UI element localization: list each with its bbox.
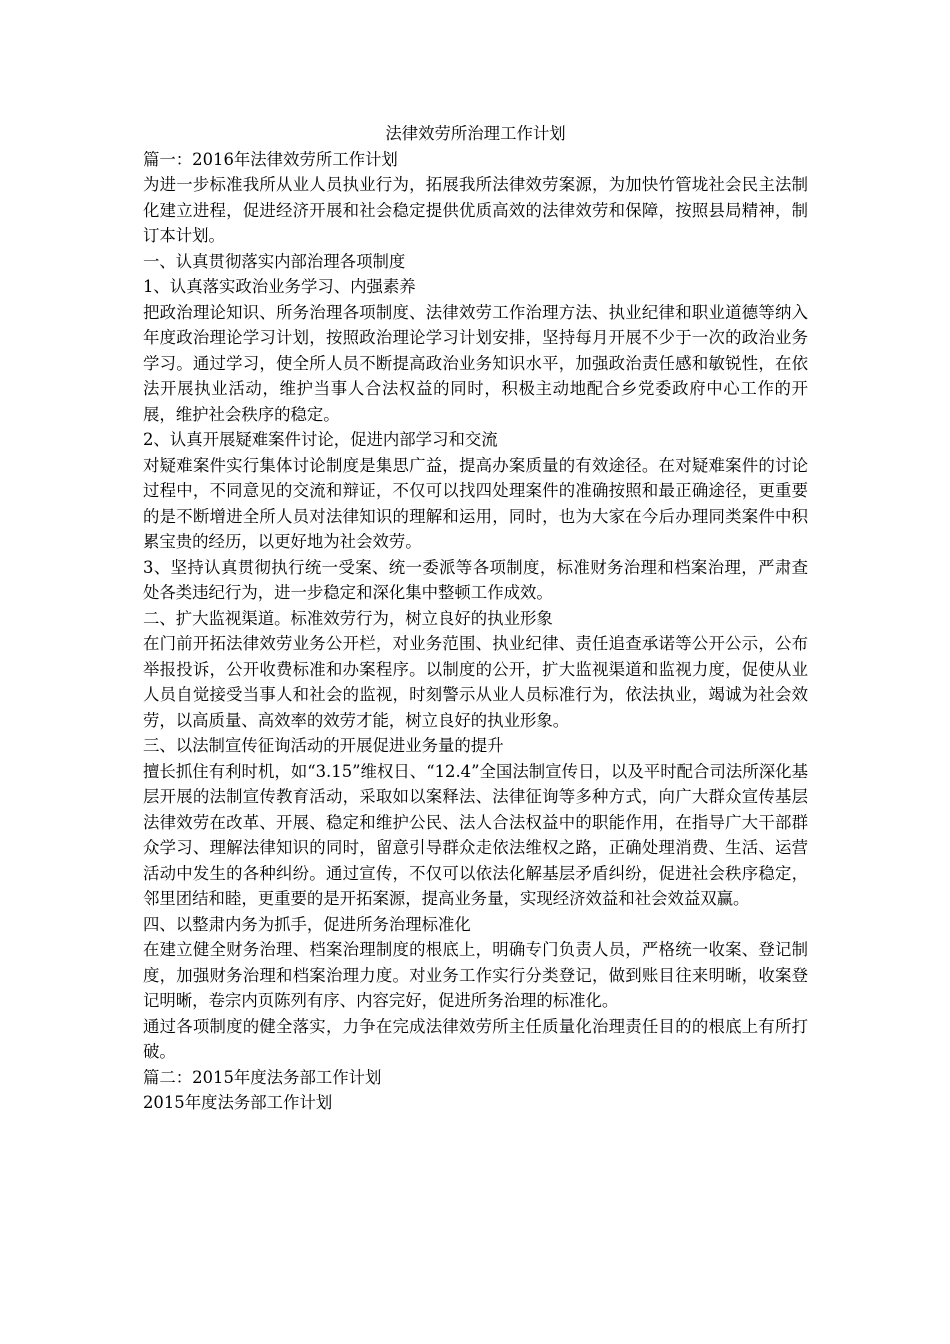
paragraph: 2015年度法务部工作计划 — [143, 1093, 333, 1112]
section-heading: 篇二：2015年度法务部工作计划 — [143, 1067, 382, 1087]
section-heading: 三、以法制宣传征询活动的开展促进业务量的提升 — [143, 736, 504, 755]
document-body — [143, 121, 808, 1116]
paragraph: 在门前开拓法律效劳业务公开栏，对业务范围、执业纪律、责任追查承诺等公开公示，公布举报投诉，公开收费标准和办案程序。以制度的公开，扩大监视渠道和监视力度，促使从业人员自觉接受当事人和社会的监视，时刻警示从业人员标准行为，依法执业，竭诚为社会效劳，以高质量、高效率的效劳才能，树立良好的执业形象。 — [143, 634, 808, 730]
section-heading: 四、以整肃内务为抓手，促进所务治理标准化 — [143, 914, 471, 934]
paragraph: 3、坚持认真贯彻执行统一受案、统一委派等各项制度，标准财务治理和档案治理，严肃查处各类违纪行为，进一步稳定和深化集中整顿工作成效。 — [143, 557, 808, 602]
paragraph: 在建立健全财务治理、档案治理制度的根底上，明确专门负责人员，严格统一收案、登记制度，加强财务治理和档案治理力度。对业务工作实行分类登记，做到账目往来明晰，收案登记明晰，卷宗内页陈列有序、内容完好，促进所务治理的标准化。 — [143, 940, 808, 1010]
subsection-heading: 2、认真开展疑难案件讨论，促进内部学习和交流 — [143, 430, 498, 449]
paragraph: 把政治理论知识、所务治理各项制度、法律效劳工作治理方法、执业纪律和职业道德等纳入年度政治理论学习计划，按照政治理论学习计划安排，坚持每月开展不少于一次的政治业务学习。通过学习，使全所人员不断提高政治业务知识水平，加强政治责任感和敏锐性，在依法开展执业活动，维护当事人合法权益的同时，积极主动地配合乡党委政府中心工作的开展，维护社会秩序的稳定。 — [143, 302, 808, 424]
document-title: 法律效劳所治理工作计划 — [385, 124, 566, 143]
paragraph: 对疑难案件实行集体讨论制度是集思广益，提高办案质量的有效途径。在对疑难案件的讨论过程中，不同意见的交流和辩证，不仅可以找四处理案件的准确按照和最正确途径，更重要的是不断增进全所人员对法律知识的理解和运用，同时，也为大家在今后办理同类案件中积累宝贵的经历，以更好地为社会效劳。 — [143, 455, 808, 551]
section-heading: 一、认真贯彻落实内部治理各项制度 — [143, 251, 406, 271]
section-heading: 篇一：2016年法律效劳所工作计划 — [143, 149, 398, 169]
subsection-heading: 1、认真落实政治业务学习、内强素养 — [143, 277, 416, 296]
paragraph: 为进一步标准我所从业人员执业行为，拓展我所法律效劳案源，为加快竹管垅社会民主法制化建立进程，促进经济开展和社会稳定提供优质高效的法律效劳和保障，按照县局精神，制订本计划。 — [143, 175, 808, 245]
paragraph: 通过各项制度的健全落实，力争在完成法律效劳所主任质量化治理责任目的的根底上有所打破。 — [143, 1016, 808, 1061]
paragraph: 擅长抓住有利时机，如“3.15”维权日、“12.4”全国法制宣传日，以及平时配合司法所深化基层开展的法制宣传教育活动，采取如以案释法、法律征询等多种方式，向广大群众宣传基层法律效劳在改革、开展、稳定和维护公民、法人合法权益中的职能作用，在指导广大干部群众学习、理解法律知识的同时，留意引导群众走依法维权之路，正确处理消费、生活、运营活动中发生的各种纠纷。通过宣传，不仅可以依法化解基层矛盾纠纷，促进社会秩序稳定，邻里团结和睦，更重要的是开拓案源，提高业务量，实现经济效益和社会效益双赢。 — [143, 761, 808, 908]
section-heading: 二、扩大监视渠道。标准效劳行为，树立良好的执业形象 — [143, 608, 553, 628]
